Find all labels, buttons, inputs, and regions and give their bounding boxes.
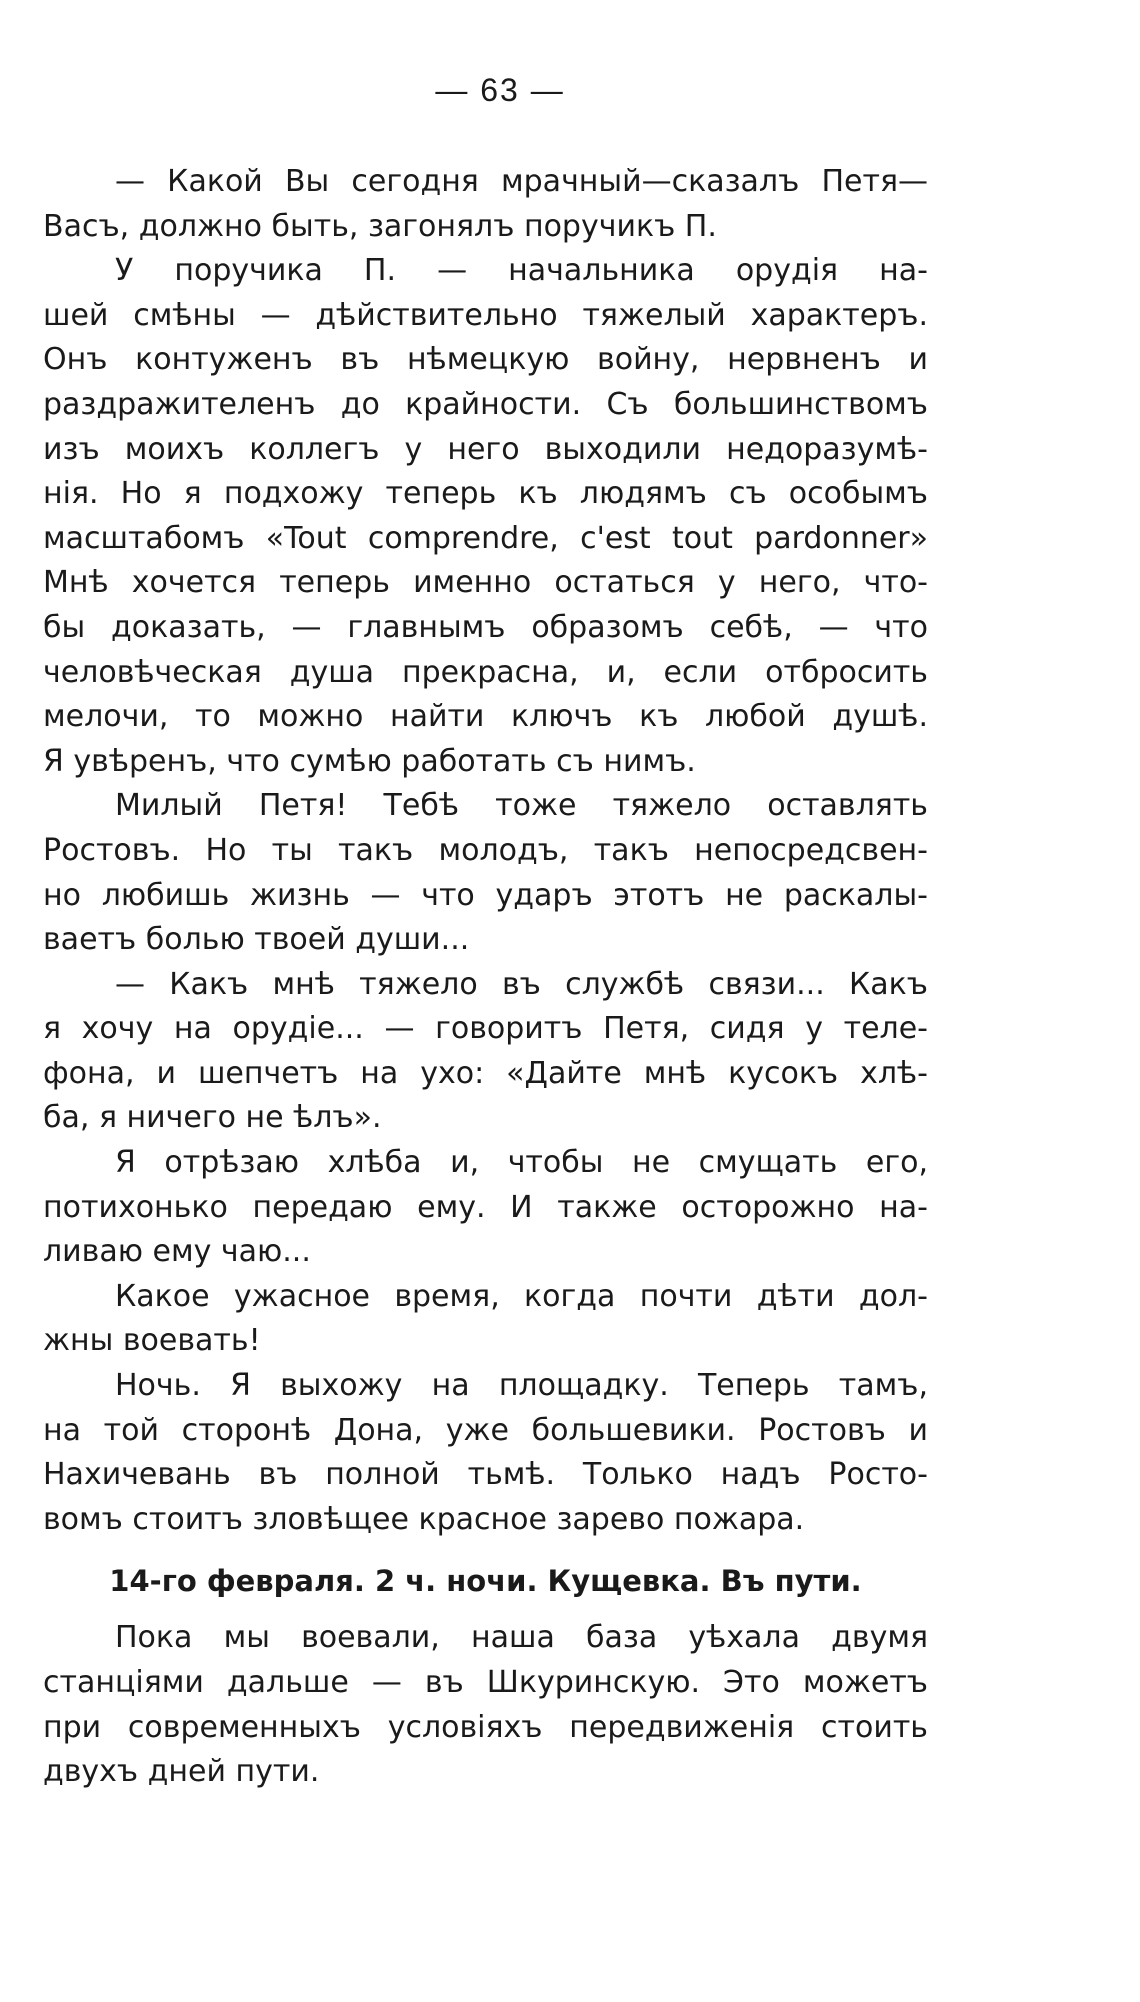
body-text (43, 160, 928, 1795)
text-line: Милый Петя! Тебѣ тоже тяжело оставлять (115, 788, 928, 824)
text-line: раздражителенъ до крайности. Съ большинствомъ (43, 386, 928, 422)
text-line: нія. Но я подхожу теперь къ людямъ съ особымъ (43, 476, 928, 512)
diary-entry-heading: 14-го февраля. 2 ч. ночи. Кущевка. Въ пути. (109, 1564, 862, 1599)
text-line: Нахичевань въ полной тьмѣ. Только надъ Росто- (43, 1457, 928, 1493)
text-line: человѣческая душа прекрасна, и, если отбросить (43, 654, 928, 690)
text-line: потихонько передаю ему. И также осторожно на- (43, 1189, 928, 1225)
text-line: я хочу на орудіе... — говоритъ Петя, сидя у теле- (43, 1011, 928, 1047)
text-line: — Какъ мнѣ тяжело въ службѣ связи... Какъ (115, 966, 928, 1002)
text-line: жны воевать! (43, 1323, 261, 1359)
text-line: вомъ стоитъ зловѣщее красное зарево пожара. (43, 1501, 805, 1537)
text-line: на той сторонѣ Дона, уже большевики. Ростовъ и (43, 1412, 928, 1448)
text-line: Ночь. Я выхожу на площадку. Теперь тамъ, (115, 1368, 928, 1404)
page-number: — 63 — (435, 72, 565, 108)
text-line: мелочи, то можно найти ключъ къ любой душѣ. (43, 699, 928, 735)
text-line: но любишь жизнь — что ударъ этотъ не раскалы- (43, 877, 928, 913)
text-line: станціями дальше — въ Шкуринскую. Это можетъ (43, 1665, 928, 1700)
text-section-after-heading (43, 1616, 928, 1794)
text-line: двухъ дней пути. (43, 1754, 320, 1790)
text-line: ливаю ему чаю... (43, 1234, 311, 1270)
text-line: Мнѣ хочется теперь именно остаться у него, что- (43, 565, 928, 601)
text-line: Я увѣренъ, что сумѣю работать съ нимъ. (43, 743, 696, 779)
text-line: — Какой Вы сегодня мрачный—сказалъ Петя— (115, 164, 928, 199)
text-line: У поручика П. — начальника орудія на- (115, 253, 928, 289)
text-line: фона, и шепчетъ на ухо: «Дайте мнѣ кусокъ хлѣ- (43, 1055, 928, 1091)
text-line: Я отрѣзаю хлѣба и, чтобы не смущать его, (115, 1145, 928, 1181)
text-line: бы доказать, — главнымъ образомъ себѣ, — что (43, 609, 928, 645)
text-line: изъ моихъ коллегъ у него выходили недоразумѣ- (43, 431, 928, 467)
text-line: Васъ, должно быть, загонялъ поручикъ П. (43, 208, 717, 244)
text-line: ба, я ничего не ѣлъ». (43, 1100, 382, 1136)
text-line: Ростовъ. Но ты такъ молодъ, такъ непосредсвен- (43, 832, 928, 868)
text-line: Какое ужасное время, когда почти дѣти дол- (115, 1278, 928, 1314)
text-line: при современныхъ условіяхъ передвиженія стоить (43, 1709, 928, 1745)
text-line: шей смѣны — дѣйствительно тяжелый характеръ. (43, 297, 928, 333)
text-line: Пока мы воевали, наша база уѣхала двумя (115, 1620, 928, 1656)
text-section-before-heading (43, 160, 928, 1542)
text-line: масштабомъ «Tout comprendre, c'est tout pardonner» (43, 520, 928, 556)
text-line: ваетъ болью твоей души... (43, 922, 470, 958)
text-line: Онъ контуженъ въ нѣмецкую войну, нервненъ и (43, 342, 928, 378)
